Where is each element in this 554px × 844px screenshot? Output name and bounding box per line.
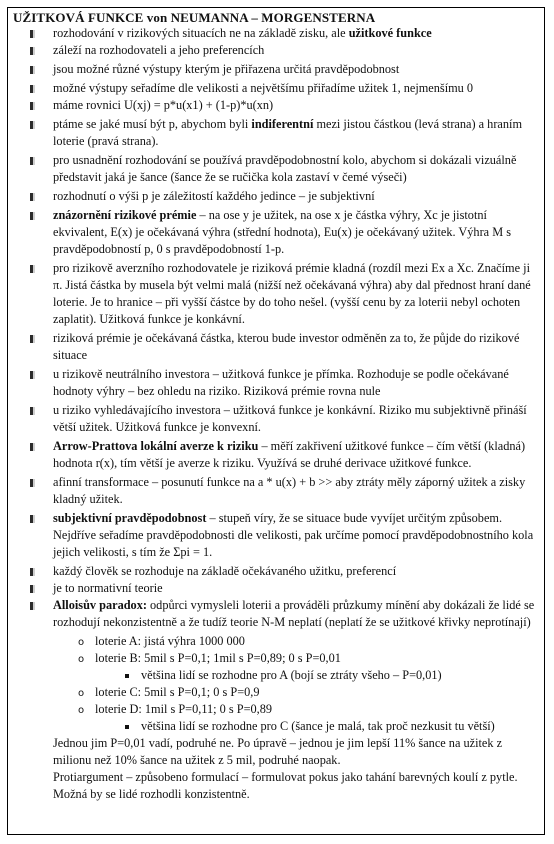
list-item: záleží na rozhodovateli a jeho preferencích [8,42,544,59]
list-item: jsou možné různé výstupy kterým je přiřazena určitá pravděpodobnost [8,61,544,78]
bullet-icon [30,66,35,74]
closing-paragraph: Jednou jim P=0,01 vadí, podruhé ne. Po úpravě – jednou je jim lepší 11% šance na užitek z milionu než 10% šance na užitek z 5 mil, podruhé naopak. [53,736,503,767]
bullet-icon [30,30,35,38]
bullet-list [8,25,544,803]
bullet-icon [30,407,35,415]
list-item: pro usnadnění rozhodování se používá pravděpodobnostní kolo, abychom si dokázali vizuálně představit jaká je šance (šance že se ručička kola zastaví v čemé výseči) [8,152,544,186]
list-item: je to normativní teorie [8,580,544,597]
list-item: Arrow-Prattova lokální averze k riziku – měří zakřivení užitkové funkce – čím větší (kladná) hodnota r(x), tím větší je averze k riziku. Využívá se druhé derivace užitkové funkce. [8,438,544,472]
bullet-icon [30,193,35,201]
bullet-icon [30,121,35,129]
bullet-icon [30,443,35,451]
bullet-icon [30,585,35,593]
lottery-b-note: většina lidí se rozhodne pro A (bojí se ztráty všeho – P=0,01) [8,667,544,684]
list-item: subjektivní pravděpodobnost – stupeň víry, že se situace bude vyvíjet určitým způsobem. Nejdříve seřadíme pravděpodobnosti dle velikosti, pak určíme pomocí pravděpodobnostního kola jejich velikosti, s tím že Σpi = 1. [8,510,544,561]
document-page [7,7,545,835]
lottery-d: o loterie D: 1mil s P=0,11; 0 s P=0,89 [8,701,544,718]
bullet-icon [30,335,35,343]
list-item: rozhodování v rizikových situacích ne na základě zisku, ale užitkové funkce [8,25,544,42]
list-item: u riziko vyhledávajícího investora – užitková funkce je konkávní. Riziko mu subjektivně přináší větší užitek. Užitková funkce je konvexní. [8,402,544,436]
page-title: UŽITKOVÁ FUNKCE von NEUMANNA – MORGENSTERNA [13,10,376,25]
lottery-b: o loterie B: 5mil s P=0,1; 1mil s P=0,89; 0 s P=0,01 [8,650,544,667]
bullet-icon [30,102,35,110]
list-item: rozhodnutí o výši p je záležitostí každého jedince – je subjektivní [8,188,544,205]
circle-bullet-icon: o [78,705,85,716]
list-item: každý člověk se rozhoduje na základě očekávaného užitku, preferencí [8,563,544,580]
list-item: možné výstupy seřadíme dle velikosti a největšímu přiřadíme užitek 1, nejmenšímu 0 [8,80,544,97]
bullet-icon [30,265,35,273]
circle-bullet-icon: o [78,654,85,665]
list-item: ptáme se jaké musí být p, abychom byli indiferentní mezi jistou částkou (levá strana) a hraním loterie (pravá strana). [8,116,544,150]
bullet-icon [30,47,35,55]
list-item: riziková prémie je očekávaná částka, kterou bude investor odměněn za to, že půjde do rizikové situace [8,330,544,364]
circle-bullet-icon: o [78,637,85,648]
list-item: pro rizikově averzního rozhodovatele je riziková prémie kladná (rozdíl mezi Ex a Xc. Značíme ji π. Jistá částka by musela být velmi malá (nižší než očekávaná výhra) aby dal přednost hraní dané loterie. Je to hranice – při vyšší částce by do toho nešel. (vyšší cenu by za loterii nebyl ochoten zaplatit). Užitková funkce je konkávní. [8,260,544,328]
square-bullet-icon [125,725,129,729]
bullet-icon [30,157,35,165]
square-bullet-icon [125,674,129,678]
lottery-a: o loterie A: jistá výhra 1000 000 [8,633,544,650]
bullet-icon [30,602,35,610]
circle-bullet-icon: o [78,688,85,699]
bullet-icon [30,568,35,576]
bullet-icon [30,212,35,220]
lottery-c: o loterie C: 5mil s P=0,1; 0 s P=0,9 [8,684,544,701]
list-item: Alloisův paradox: odpůrci vymysleli loterii a prováděli průzkumy mínění aby dokázali že lidé se rozhodují nekonzistentně a že tudíž teorie N-M neplatí (neplatí že se užitkové křivky neprotínají) [8,597,544,631]
list-item: znázornění rizikové prémie – na ose y je užitek, na ose x je částka výhry, Xc je jistotní ekvivalent, E(x) je očekávaná výhra (střední hodnota), Eu(x) je očekávaný užitek. Výhra M s pravděpodobností p, 0 s pravděpodobností 1-p. [8,207,544,258]
bullet-icon [30,515,35,523]
bullet-icon [30,85,35,93]
list-item: afinní transformace – posunutí funkce na a * u(x) + b >> aby ztráty měly záporný užitek a zisky kladný užitek. [8,474,544,508]
list-item: máme rovnici U(xj) = p*u(x1) + (1-p)*u(xn) [8,97,544,114]
bullet-icon [30,479,35,487]
lottery-d-note: většina lidí se rozhodne pro C (šance je malá, tak proč nezkusit tu větší) [8,718,544,735]
bullet-icon [30,371,35,379]
list-item: u rizikově neutrálního investora – užitková funkce je přímka. Rozhoduje se podle očekávané hodnoty výhry – bez ohledu na riziko. Riziková prémie rovna nule [8,366,544,400]
counterargument-paragraph: Protiargument – způsobeno formulací – formulovat pokus jako tahání barevných koulí z pytle. Možná by se lidé rozhodli konzistentně. [53,770,518,801]
